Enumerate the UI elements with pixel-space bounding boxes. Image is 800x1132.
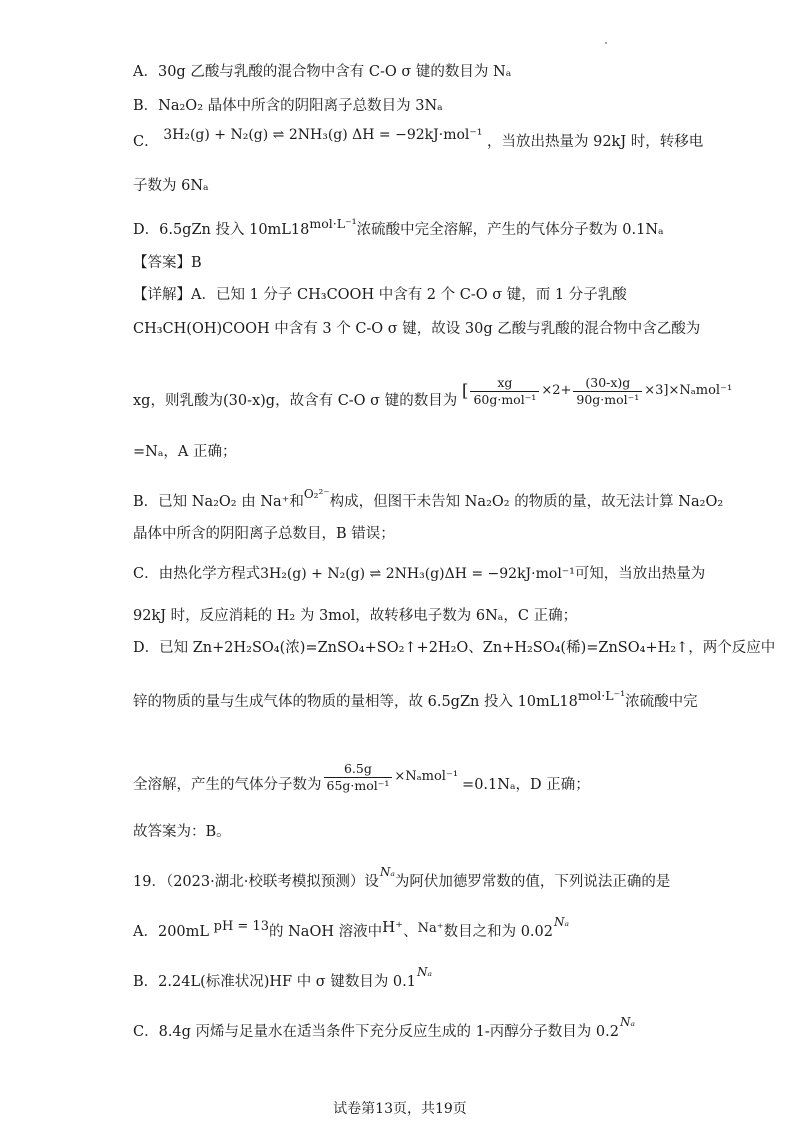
option-18c-cont: 子数为 6Nₐ <box>133 178 209 194</box>
option-18b: B．Na₂O₂ 晶体中所含的阴阳离子总数目为 3Nₐ <box>133 98 443 114</box>
explanation-line-6: 晶体中所含的阴阳离子总数目，B 错误； <box>133 526 395 542</box>
explanation-line-10: 锌的物质的量与生成气体的物质的量相等，故 6.5gZn 投入 10mL18mol·L⁻¹浓硫酸中完 <box>133 688 698 710</box>
explanation-line-12: 故答案为：B。 <box>133 824 231 840</box>
explanation-line-4: =Nₐ，A 正确； <box>133 444 237 460</box>
explanation-line-11: 全溶解，产生的气体分子数为 $\frac{6.5g}{\text{65g·mol⁻¹}}$ ×Nₐmol⁻¹=0.1Nₐ，D 正确； <box>133 760 590 793</box>
explanation-line-1: 【详解】A．已知 1 分子 CH₃COOH 中含有 2 个 C-O σ 键，而 1 分子乳酸 <box>133 287 627 303</box>
option-18c: C． 3H₂(g) + N₂(g) ⇌ 2NH₃(g) ΔH = −92kJ·mol⁻¹ ，当放出热量为 92kJ 时，转移电 <box>133 127 704 150</box>
explanation-line-8: 92kJ 时，反应消耗的 H₂ 为 3mol，故转移电子数为 6Nₐ，C 正确； <box>133 608 578 624</box>
ph-value: pH = 13 <box>213 919 269 934</box>
option-18d: D．6.5gZn 投入 10mL18mol·L⁻¹浓硫酸中完全溶解，产生的气体分子数为 0.1Nₐ <box>133 216 664 238</box>
explanation-line-5: B．已知 Na₂O₂ 由 Na⁺和$^{O_2^{2-}}$构成，但图干未告知 Na₂O₂ 的物质的量，故无法计算 Na₂O₂ <box>133 487 724 510</box>
answer-label: 【答案】B <box>133 255 202 271</box>
explanation-line-3: xg，则乳酸为(30-x)g，故含有 C-O σ 键的数目为 [ $\frac{xg}{\text{60g·mol⁻¹}}$ ×2+ $\frac{(30-x)g}{\text{90g·mol⁻¹}}$ ×3]×Nₐmol⁻¹ <box>133 374 733 409</box>
explanation-line-2: CH₃CH(OH)COOH 中含有 3 个 C-O σ 键，故设 30g 乙酸与乳酸的混合物中含乙酸为 <box>133 321 701 337</box>
option-19b: B．2.24L(标准状况)HF 中 σ 键数目为 $0.1^{N_a}$ <box>133 965 432 990</box>
fraction-acetic: $\frac{xg}{\text{60g·mol⁻¹}}$ <box>470 375 539 408</box>
option-19c: C．8.4g 丙烯与足量水在适当条件下充分反应生成的 1-丙醇分子数目为 $0.2^{N_a}$ <box>133 1015 635 1040</box>
peroxide-ion: O₂²⁻ <box>303 487 330 501</box>
scan-speck <box>605 42 607 44</box>
option-18a: A．30g 乙酸与乳酸的混合物中含有 C-O σ 键的数目为 Nₐ <box>133 64 512 80</box>
equation-ammonia: 3H₂(g) + N₂(g) ⇌ 2NH₃(g) ΔH = −92kJ·mol⁻¹ <box>163 127 483 143</box>
explanation-line-7: C．由热化学方程式3H₂(g) + N₂(g) ⇌ 2NH₃(g)ΔH = −92kJ·mol⁻¹可知，当放出热量为 <box>133 566 706 582</box>
fraction-zinc: $\frac{6.5g}{\text{65g·mol⁻¹}}$ <box>324 761 393 794</box>
equation-ammonia-2: 3H₂(g) + N₂(g) ⇌ 2NH₃(g)ΔH = −92kJ·mol⁻¹ <box>260 566 575 582</box>
fraction-lactic: $\frac{(30-x)g}{\text{90g·mol⁻¹}}$ <box>573 375 642 408</box>
hydrogen-ion: H⁺ <box>382 918 404 936</box>
page-footer: 试卷第13页，共19页 <box>333 1101 467 1117</box>
explanation-line-9: D．已知 Zn+2H₂SO₄(浓)=ZnSO₄+SO₂↑+2H₂O、Zn+H₂SO₄(稀)=ZnSO₄+H₂↑，两个反应中 <box>133 640 776 656</box>
sodium-ion: Na⁺ <box>417 921 444 936</box>
question-19-stem: 19．（2023·湖北·校联考模拟预测）设$^{N_a}$为阿伏加德罗常数的值，下列说法正确的是 <box>133 865 671 890</box>
option-19a: A．200mL pH = 13的 NaOH 溶液中H⁺、Na⁺数目之和为 $0.02^{N_a}$ <box>133 915 570 940</box>
